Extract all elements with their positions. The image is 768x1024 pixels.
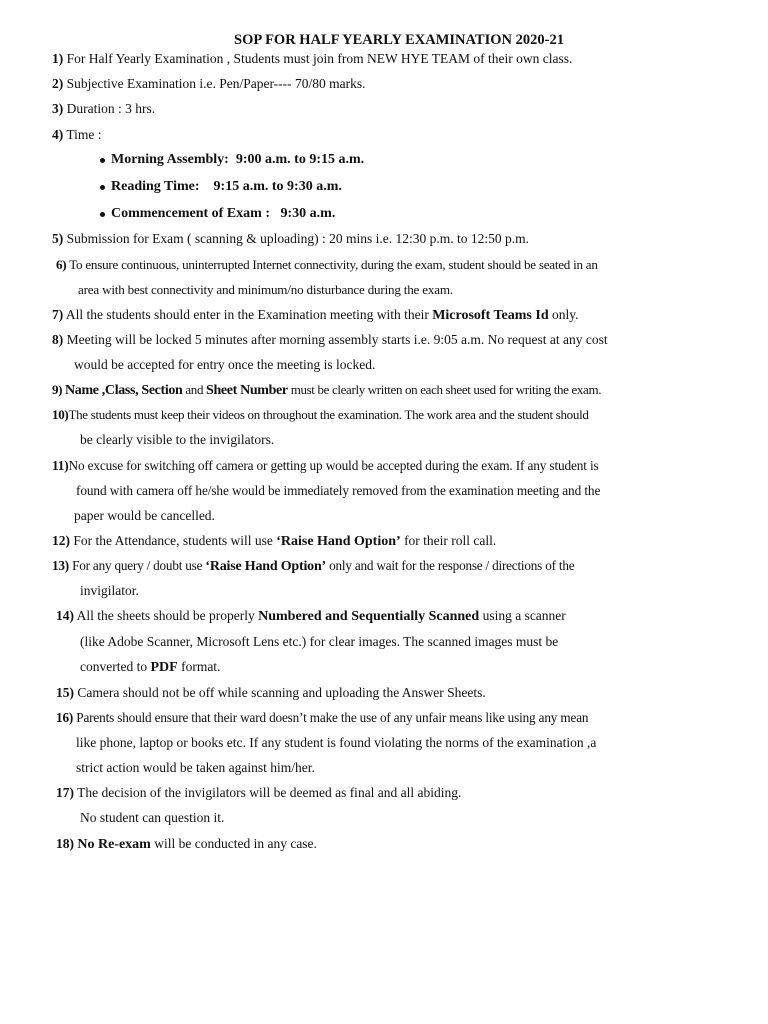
bullet-icon — [100, 158, 105, 163]
item-6-cont: area with best connectivity and minimum/no disturbance during the exam. — [78, 282, 453, 297]
item-13-cont: invigilator. — [80, 583, 139, 598]
item-2: 2) Subjective Examination i.e. Pen/Paper---- 70/80 marks. — [52, 76, 366, 91]
item-18: 18) No Re-exam will be conducted in any case. — [56, 836, 317, 852]
item-14-cont2: converted to PDF format. — [80, 659, 221, 675]
item-16-cont: like phone, laptop or books etc. If any student is found violating the norms of the examination ,a — [76, 735, 597, 750]
item-16-cont2: strict action would be taken against him/her. — [76, 760, 315, 775]
bullet-icon — [100, 212, 105, 217]
item-13: 13) For any query / doubt use ‘Raise Hand Option’ only and wait for the response / directions of the — [52, 558, 575, 574]
item-17: 17) The decision of the invigilators will be deemed as final and all abiding. — [56, 785, 462, 800]
item-9: 9) Name ,Class, Section and Sheet Number must be clearly written on each sheet used for writing the exam. — [52, 382, 602, 398]
time-morning-assembly: Morning Assembly: 9:00 a.m. to 9:15 a.m. — [111, 152, 365, 167]
item-5: 5) Submission for Exam ( scanning & uploading) : 20 mins i.e. 12:30 p.m. to 12:50 p.m. — [52, 231, 529, 246]
item-14: 14) All the sheets should be properly Numbered and Sequentially Scanned using a scanner — [56, 608, 566, 624]
item-12: 12) For the Attendance, students will use ‘Raise Hand Option’ for their roll call. — [52, 533, 497, 549]
item-8-cont: would be accepted for entry once the meeting is locked. — [74, 357, 376, 372]
item-6: 6) To ensure continuous, uninterrupted Internet connectivity, during the exam, student should be seated in an — [56, 257, 598, 272]
time-reading-time: Reading Time: 9:15 a.m. to 9:30 a.m. — [111, 179, 342, 194]
item-10: 10)The students must keep their videos on throughout the examination. The work area and the student should — [52, 407, 589, 422]
item-11: 11)No excuse for switching off camera or getting up would be accepted during the exam. If any student is — [52, 458, 599, 473]
bullet-icon — [100, 185, 105, 190]
item-11-cont: found with camera off he/she would be immediately removed from the examination meeting and the — [76, 483, 601, 498]
item-14-cont: (like Adobe Scanner, Microsoft Lens etc.) for clear images. The scanned images must be — [80, 634, 559, 649]
document-title: SOP FOR HALF YEARLY EXAMINATION 2020-21 — [234, 32, 564, 48]
item-17-cont: No student can question it. — [80, 810, 225, 825]
item-1: 1) For Half Yearly Examination , Students must join from NEW HYE TEAM of their own class. — [52, 51, 573, 66]
item-8: 8) Meeting will be locked 5 minutes after morning assembly starts i.e. 9:05 a.m. No request at any cost — [52, 332, 608, 347]
time-commencement: Commencement of Exam : 9:30 a.m. — [111, 206, 336, 221]
item-15: 15) Camera should not be off while scanning and uploading the Answer Sheets. — [56, 685, 486, 700]
item-16: 16) Parents should ensure that their ward doesn’t make the use of any unfair means like using any mean — [56, 710, 589, 725]
item-3: 3) Duration : 3 hrs. — [52, 101, 156, 116]
item-4: 4) Time : — [52, 127, 102, 142]
item-11-cont2: paper would be cancelled. — [74, 508, 215, 523]
item-7: 7) All the students should enter in the Examination meeting with their Microsoft Teams Id only. — [52, 307, 579, 323]
item-10-cont: be clearly visible to the invigilators. — [80, 432, 275, 447]
